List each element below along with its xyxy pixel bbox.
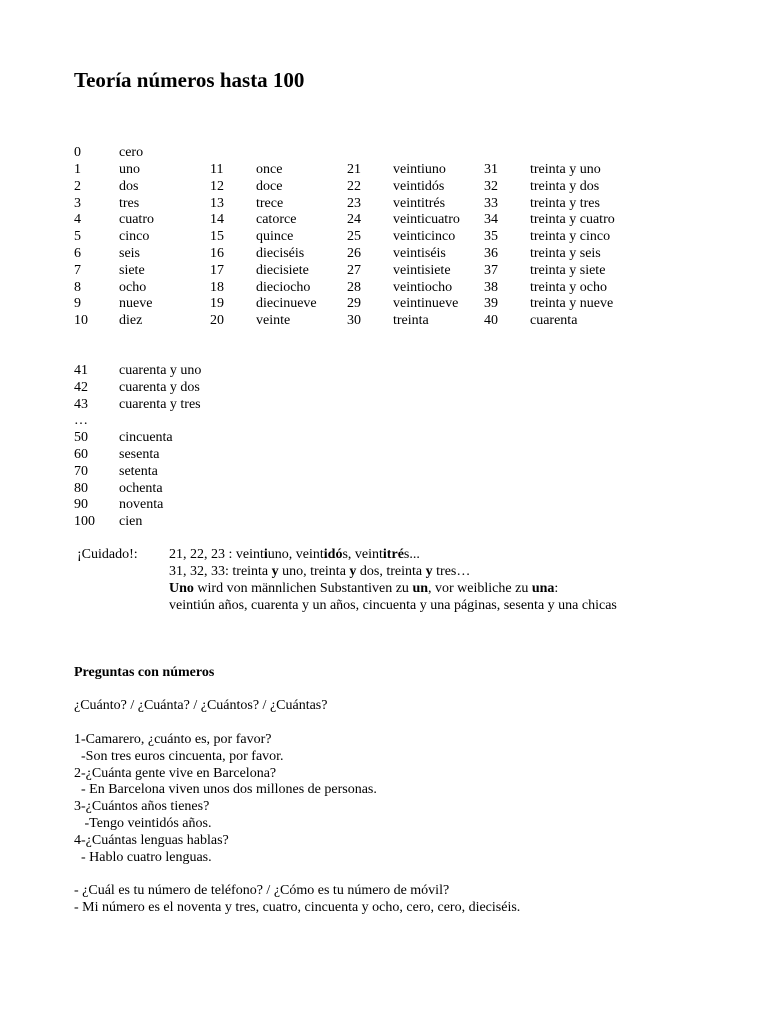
number-cell: 11 xyxy=(210,162,224,177)
word-cell: cuarenta y uno xyxy=(119,363,202,378)
number-cell: 32 xyxy=(484,178,498,194)
word-cell: cero xyxy=(119,145,144,160)
number-cell: 41 xyxy=(74,363,88,378)
word-cell: nueve xyxy=(119,296,153,312)
word-cell: cuatro xyxy=(119,212,154,228)
number-cell: 39 xyxy=(484,296,498,312)
number-cell: 1 xyxy=(74,162,81,177)
word-cell: diez xyxy=(119,313,143,329)
number-cell: 29 xyxy=(347,296,361,312)
number-cell: 43 xyxy=(74,396,88,412)
number-cell: 4 xyxy=(74,212,81,228)
number-cell: 16 xyxy=(210,246,224,261)
word-cell: cien xyxy=(119,514,143,530)
number-cell: 70 xyxy=(74,463,88,479)
number-cell: 31 xyxy=(484,162,498,177)
dialogue-line: - En Barcelona viven unos dos millones de personas. xyxy=(74,782,377,798)
word-cell: ocho xyxy=(119,279,147,295)
number-cell: 21 xyxy=(347,162,361,177)
dialogue-line: - Mi número es el noventa y tres, cuatro, cincuenta y ocho, cero, cero, dieciséis. xyxy=(74,899,521,915)
dialogue-line: 2-¿Cuánta gente vive en Barcelona? xyxy=(74,765,277,781)
number-cell: 17 xyxy=(210,262,224,278)
number-cell: 60 xyxy=(74,447,88,462)
number-cell: 35 xyxy=(484,229,498,245)
word-cell: trece xyxy=(256,195,284,211)
number-cell: 3 xyxy=(74,195,81,211)
number-cell: 22 xyxy=(347,178,361,194)
number-cell: 24 xyxy=(347,212,361,228)
number-cell: … xyxy=(74,413,88,429)
number-cell: 34 xyxy=(484,212,498,228)
word-cell: treinta y uno xyxy=(530,162,601,177)
word-cell: veintinueve xyxy=(393,296,459,312)
word-cell: quince xyxy=(256,229,294,245)
word-cell: dieciséis xyxy=(256,246,305,261)
word-cell: treinta xyxy=(393,313,429,329)
word-cell: sesenta xyxy=(119,447,160,462)
number-cell: 10 xyxy=(74,313,88,329)
word-cell: treinta y cuatro xyxy=(530,212,615,228)
caution-line-4: veintiún años, cuarenta y un años, cincuenta y una páginas, sesenta y una chicas xyxy=(169,598,617,613)
word-cell: treinta y ocho xyxy=(530,279,607,295)
word-cell: uno xyxy=(119,162,140,177)
number-cell: 6 xyxy=(74,246,81,261)
word-cell: veintiséis xyxy=(393,246,446,261)
word-cell: catorce xyxy=(256,212,297,228)
page-title: Teoría números hasta 100 xyxy=(74,68,305,92)
number-cell: 26 xyxy=(347,246,361,261)
caution-label: ¡Cuidado!: xyxy=(77,547,138,562)
dialogue-line: - ¿Cuál es tu número de teléfono? / ¿Cómo es tu número de móvil? xyxy=(74,883,450,898)
word-cell: cuarenta y dos xyxy=(119,379,200,395)
word-cell: dos xyxy=(119,178,139,194)
number-cell: 15 xyxy=(210,229,224,245)
word-cell: cuarenta xyxy=(530,313,578,329)
number-cell: 14 xyxy=(210,212,224,228)
word-cell: veintiuno xyxy=(393,162,446,177)
number-cell: 12 xyxy=(210,178,224,194)
number-cell: 80 xyxy=(74,480,88,496)
number-cell: 9 xyxy=(74,296,81,312)
number-cell: 36 xyxy=(484,246,498,261)
word-cell: veinticinco xyxy=(393,229,456,245)
number-cell: 30 xyxy=(347,313,361,329)
word-cell: ochenta xyxy=(119,480,163,496)
number-cell: 8 xyxy=(74,279,81,295)
number-cell: 28 xyxy=(347,279,361,295)
number-cell: 50 xyxy=(74,430,88,446)
number-cell: 90 xyxy=(74,497,88,513)
number-cell: 100 xyxy=(74,514,95,530)
word-cell: treinta y tres xyxy=(530,195,600,211)
number-cell: 7 xyxy=(74,262,81,278)
number-cell: 25 xyxy=(347,229,361,245)
word-cell: veintitrés xyxy=(393,195,446,211)
word-cell: dieciocho xyxy=(256,279,311,295)
dialogue-line: - Hablo cuatro lenguas. xyxy=(74,849,212,865)
word-cell: cincuenta xyxy=(119,430,173,446)
word-cell: diecisiete xyxy=(256,262,309,278)
word-cell: veinte xyxy=(256,313,291,329)
dialogue-line: 3-¿Cuántos años tienes? xyxy=(74,799,210,815)
word-cell: treinta y seis xyxy=(530,246,601,261)
word-cell: treinta y cinco xyxy=(530,229,611,245)
word-cell: once xyxy=(256,162,283,177)
word-cell: doce xyxy=(256,178,283,194)
caution-line-2: 31, 32, 33: treinta y uno, treinta y dos, treinta y tres… xyxy=(169,564,471,579)
number-cell: 37 xyxy=(484,262,498,278)
number-cell: 38 xyxy=(484,279,498,295)
dialogue-line: -Son tres euros cincuenta, por favor. xyxy=(74,748,284,764)
caution-line-3: Uno wird von männlichen Substantiven zu un, vor weibliche zu una: xyxy=(169,581,559,596)
dialogue-line: 1-Camarero, ¿cuánto es, por favor? xyxy=(74,732,272,747)
word-cell: veinticuatro xyxy=(393,212,460,228)
number-cell: 33 xyxy=(484,195,498,211)
number-cell: 42 xyxy=(74,379,88,395)
number-cell: 5 xyxy=(74,229,81,245)
question-forms: ¿Cuánto? / ¿Cuánta? / ¿Cuántos? / ¿Cuántas? xyxy=(74,698,328,713)
number-cell: 20 xyxy=(210,313,224,329)
dialogue-line: -Tengo veintidós años. xyxy=(74,816,212,831)
word-cell: siete xyxy=(119,262,145,278)
word-cell: diecinueve xyxy=(256,296,317,312)
number-cell: 13 xyxy=(210,195,224,211)
word-cell: veintidós xyxy=(393,178,445,194)
word-cell: tres xyxy=(119,195,140,211)
number-cell: 18 xyxy=(210,279,224,295)
word-cell: treinta y siete xyxy=(530,262,606,278)
word-cell: treinta y nueve xyxy=(530,296,614,312)
word-cell: veintiocho xyxy=(393,279,453,295)
number-cell: 27 xyxy=(347,262,361,278)
word-cell: seis xyxy=(119,246,140,261)
number-cell: 23 xyxy=(347,195,361,211)
caution-line-1: 21, 22, 23 : veintiuno, veintidós, veintitrés... xyxy=(169,547,420,562)
word-cell: noventa xyxy=(119,497,164,513)
word-cell: cuarenta y tres xyxy=(119,396,201,412)
word-cell: setenta xyxy=(119,463,158,479)
number-cell: 40 xyxy=(484,313,498,329)
number-cell: 19 xyxy=(210,296,224,312)
dialogue-line: 4-¿Cuántas lenguas hablas? xyxy=(74,832,229,848)
number-cell: 0 xyxy=(74,145,81,160)
section-heading: Preguntas con números xyxy=(74,665,215,680)
word-cell: treinta y dos xyxy=(530,178,600,194)
word-cell: cinco xyxy=(119,229,150,245)
word-cell: veintisiete xyxy=(393,262,451,278)
number-cell: 2 xyxy=(74,178,81,194)
